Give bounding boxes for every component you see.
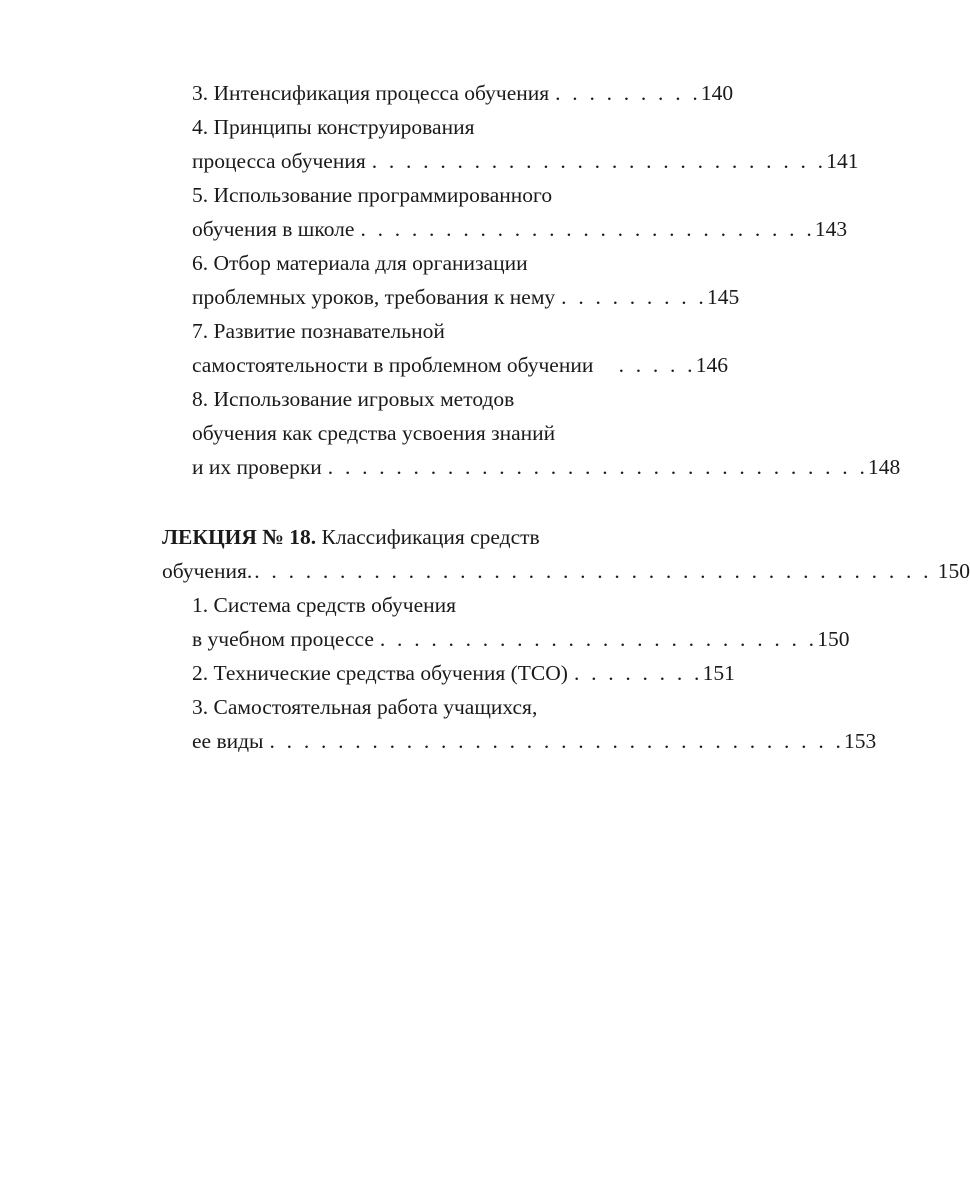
toc-entry-7-line2[interactable] <box>162 348 728 382</box>
toc-leader-dots: . . . . . . . . . . . . . . . . . . . . . . . . . . <box>379 627 818 651</box>
toc-page-number: 150 <box>817 627 850 651</box>
toc-page-number: 148 <box>868 455 901 479</box>
toc-entry-title: проблемных уроков, требования к нему <box>192 280 561 314</box>
toc-entry-title: 3. Самостоятельная работа учащихся, <box>192 695 543 719</box>
lecture-title-cont: обучения. <box>162 554 254 588</box>
toc-leader-dots: . . . . . . . . . <box>561 285 707 309</box>
toc-entry-8-line2[interactable] <box>162 416 728 450</box>
toc-entry-8-line3[interactable] <box>162 450 901 484</box>
toc-page-number: 151 <box>702 661 735 685</box>
toc-entry-title: 7. Развитие познавательной <box>192 319 451 343</box>
toc-entry-title: 1. Система средств обучения <box>192 593 462 617</box>
lecture-label: ЛЕКЦИЯ № 18. <box>162 525 317 549</box>
lecture-heading-line1[interactable] <box>162 520 728 554</box>
toc-leader-dots: . . . . . <box>618 353 696 377</box>
toc-page-number: 153 <box>844 729 877 753</box>
toc-leader-dots: . . . . . . . . . . . . . . . . . . . . . . . . . . . <box>371 149 827 173</box>
toc-leader-dots: . . . . . . . . . . . . . . . . . . . . . . . . . . . <box>360 217 815 241</box>
lecture-heading-line2[interactable] <box>162 554 970 588</box>
toc-entry-6-line2[interactable] <box>162 280 740 314</box>
toc-entry-title: 8. Использование игровых методов <box>192 387 520 411</box>
toc-entry-5-line2[interactable] <box>162 212 848 246</box>
toc-entry-2[interactable] <box>162 656 735 690</box>
toc-entry-title: обучения в школе <box>192 212 360 246</box>
toc-page-number: 150 <box>937 559 970 583</box>
toc-leader-dots: . . . . . . . . <box>573 661 703 685</box>
toc-entry-4-line2[interactable] <box>162 144 859 178</box>
toc-page-number: 143 <box>814 217 848 241</box>
toc-entry-title: 2. Технические средства обучения (ТСО) <box>192 656 574 690</box>
toc-entry-5-line1[interactable] <box>162 178 728 212</box>
toc-entry-title: 5. Использование программированного <box>192 183 558 207</box>
toc-entry-7-line1[interactable] <box>162 314 728 348</box>
toc-page-number: 140 <box>700 81 734 105</box>
toc-entry-8-line1[interactable] <box>162 382 728 416</box>
toc-entry-title: 4. Принципы конструирования <box>192 115 480 139</box>
toc-entry-6-line1[interactable] <box>162 246 728 280</box>
toc-leader-dots: . . . . . . . . . . . . . . . . . . . . . . . . . . . . . . . . . . <box>269 729 845 753</box>
toc-entry-3-line1[interactable] <box>162 690 728 724</box>
toc-entry-title: 6. Отбор материала для организации <box>192 251 534 275</box>
toc-leader-dots: . . . . . . . . . . . . . . . . . . . . . . . . . . . . . . . . <box>327 455 869 479</box>
lecture-title: Классификация средств <box>321 525 540 549</box>
toc-entry-title: ее виды <box>192 724 270 758</box>
toc-entry-3-line2[interactable] <box>162 724 877 758</box>
toc-entry-title: и их проверки <box>192 450 328 484</box>
toc-entry-title: в учебном процессе <box>192 622 380 656</box>
toc-entry-title: 3. Интенсификация процесса обучения <box>192 76 555 110</box>
toc-section-lecture-18 <box>162 520 970 758</box>
toc-entry-1-line2[interactable] <box>162 622 850 656</box>
toc-leader-dots: . . . . . . . . . <box>555 81 701 105</box>
toc-entry-4-line1[interactable] <box>162 110 728 144</box>
toc-page-number: 145 <box>706 285 740 309</box>
toc-entry-1-line1[interactable] <box>162 588 728 622</box>
toc-page-number: 141 <box>826 149 859 173</box>
toc-entry-title: обучения как средства усвоения знаний <box>192 421 561 445</box>
toc-entry-3[interactable] <box>162 76 734 110</box>
toc-page-number: 146 <box>695 353 728 377</box>
toc-leader-dots: . . . . . . . . . . . . . . . . . . . . . . . . . . . . . . . . . . . . . . . . <box>254 559 932 583</box>
toc-entry-title: процесса обучения <box>192 144 372 178</box>
toc-entry-title: самостоятельности в проблемном обучении <box>192 348 599 382</box>
toc-section-lecture-17 <box>162 76 901 484</box>
